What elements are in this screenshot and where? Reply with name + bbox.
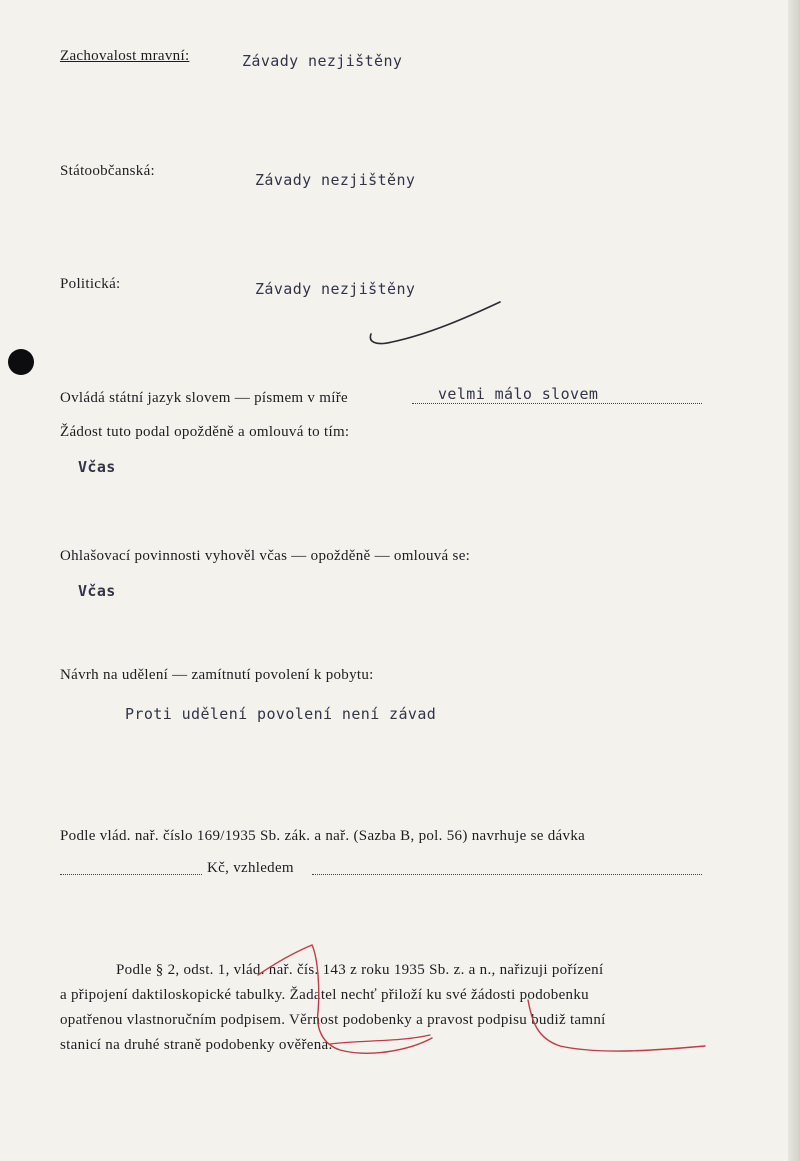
citizenship-value: Závady nezjištěny: [255, 171, 416, 189]
fingerprint-line-1: Podle § 2, odst. 1, vlád. nař. čís. 143 z roku 1935 Sb. z. a n., nařizuji pořízení: [116, 962, 604, 978]
registration-label: Ohlašovací povinnosti vyhověl včas — opožděně — omlouvá se:: [60, 548, 471, 564]
registration-value: Včas: [78, 582, 116, 600]
fee-amount-dotted-line: [60, 873, 202, 875]
proposal-value: Proti udělení povolení není závad: [125, 705, 437, 723]
moral-conduct-label: Zachovalost mravní:: [60, 48, 190, 64]
fee-currency-label: Kč, vzhledem: [207, 860, 294, 876]
fingerprint-line-4: stanicí na druhé straně podobenky ověřena.: [60, 1037, 333, 1053]
fingerprint-line-2: a připojení daktiloskopické tabulky. Žadatel nechť přiloží ku své žádosti podobenku: [60, 987, 589, 1003]
language-label: Ovládá státní jazyk slovem — písmem v míře: [60, 390, 348, 406]
citizenship-label: Státoobčanská:: [60, 163, 156, 179]
red-pencil-line-2: [330, 1035, 430, 1044]
fee-reason-dotted-line: [312, 873, 702, 875]
application-label: Žádost tuto podal opožděně a omlouvá to tím:: [60, 424, 350, 440]
fingerprint-line-3: opatřenou vlastnoručním podpisem. Věrnost podobenky a pravost podpisu budiž tamní: [60, 1012, 606, 1028]
bleed-through-stamp: [758, 960, 798, 1030]
moral-conduct-value: Závady nezjištěny: [242, 52, 403, 70]
fee-text-line: Podle vlád. nař. číslo 169/1935 Sb. zák. a nař. (Sazba B, pol. 56) navrhuje se dávka: [60, 828, 586, 844]
political-value: Závady nezjištěny: [255, 280, 416, 298]
punch-hole: [8, 349, 34, 375]
application-value: Včas: [78, 458, 116, 476]
language-value: velmi málo slovem: [438, 385, 599, 403]
pen-check-mark: [370, 302, 500, 344]
political-label: Politická:: [60, 276, 121, 292]
proposal-label: Návrh na udělení — zamítnutí povolení k pobytu:: [60, 667, 374, 683]
